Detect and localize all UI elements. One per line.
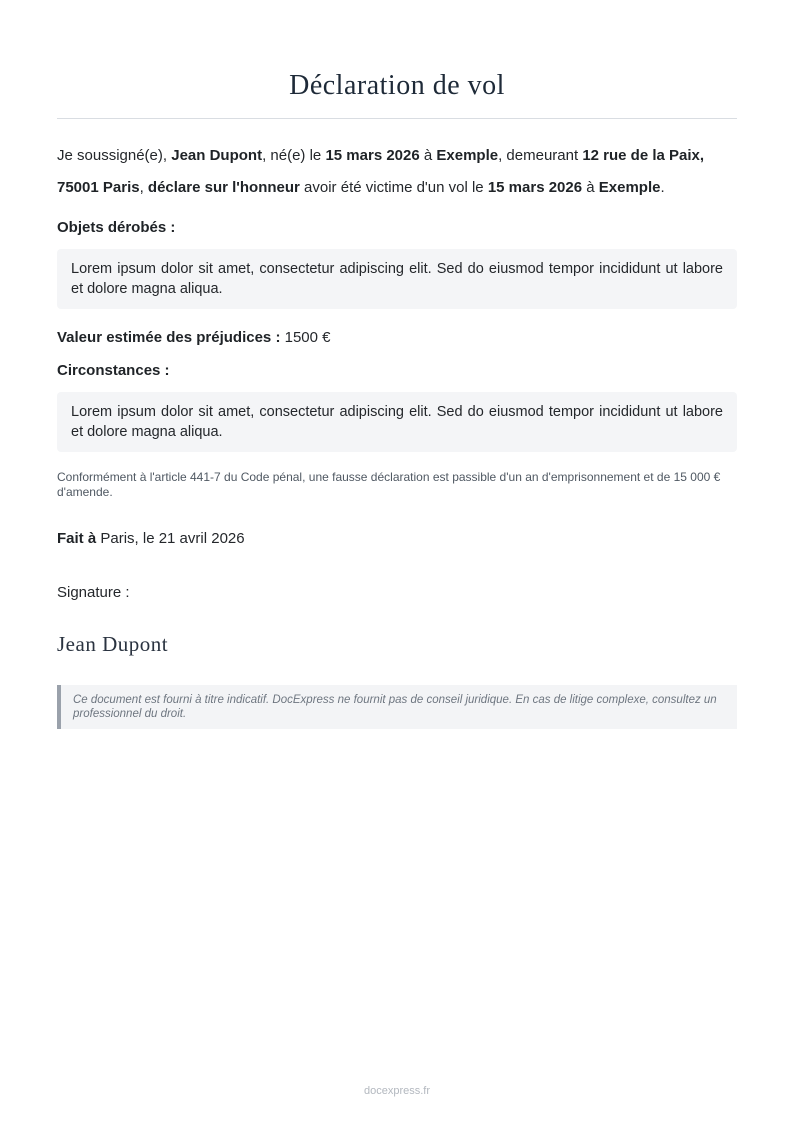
circumstances-content: Lorem ipsum dolor sit amet, consectetur adipiscing elit. Sed do eiusmod tempor incididunt ut labore et dolore magna aliqua. [71, 404, 723, 440]
intro-text-7: à [582, 179, 599, 196]
birth-date: 15 mars 2026 [325, 147, 420, 164]
signature-name: Jean Dupont [57, 632, 169, 656]
declare-honor-text: déclare sur l'honneur [147, 179, 300, 196]
declarant-name: Jean Dupont [171, 147, 263, 164]
done-at-line [57, 530, 737, 548]
disclaimer-text: Ce document est fourni à titre indicatif. DocExpress ne fournit pas de conseil juridique. En cas de litige complexe, consultez un professionnel du droit. [73, 694, 717, 720]
footer-site-name: docexpress.fr [363, 1085, 431, 1097]
estimated-value-line [57, 329, 737, 347]
circumstances-box [57, 392, 737, 452]
birth-place: Exemple [436, 147, 499, 164]
intro-text-8: . [660, 179, 665, 196]
intro-text-3: à [419, 147, 437, 164]
done-at-value: Paris, le 21 avril 2026 [96, 530, 245, 547]
intro-text-1: Je soussigné(e), [57, 147, 172, 164]
intro-text-5: , [139, 179, 148, 196]
declarant-address: 12 rue de la Paix, 75001 Paris [57, 147, 705, 196]
signature-label: Signature : [57, 584, 130, 601]
stolen-items-content: Lorem ipsum dolor sit amet, consectetur adipiscing elit. Sed do eiusmod tempor incididunt ut labore et dolore magna aliqua. [71, 261, 723, 297]
done-at-label: Fait à [57, 530, 97, 547]
theft-place: Exemple [598, 179, 661, 196]
estimated-value-label: Valeur estimée des préjudices : [57, 329, 281, 346]
stolen-items-label: Objets dérobés : [57, 219, 176, 236]
circumstances-label: Circonstances : [57, 362, 170, 379]
document-title: Déclaration de vol [57, 70, 737, 119]
intro-text-2: , né(e) le [262, 147, 326, 164]
intro-text-6: avoir été victime d'un vol le [299, 179, 488, 196]
legal-notice: Conformément à l'article 441-7 du Code pénal, une fausse déclaration est passible d'un an d'emprisonnement et de 15 000 € d'amende. [57, 470, 721, 499]
theft-date: 15 mars 2026 [487, 179, 583, 196]
intro-paragraph [57, 140, 737, 204]
stolen-items-box [57, 249, 737, 309]
intro-text-4: , demeurant [498, 147, 583, 164]
disclaimer-box [57, 685, 737, 729]
estimated-value: 1500 € [284, 329, 331, 346]
